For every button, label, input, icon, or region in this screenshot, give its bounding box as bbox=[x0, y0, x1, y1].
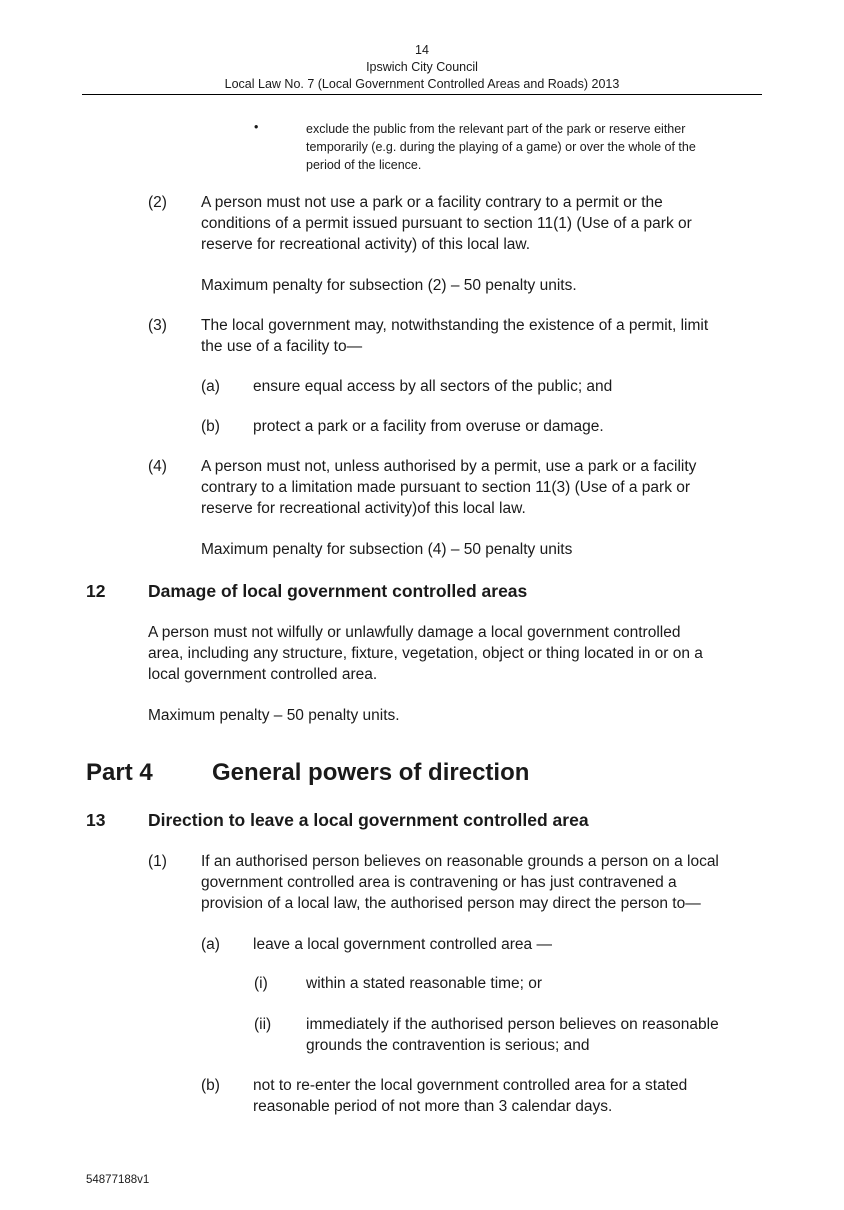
subparagraph-text bbox=[306, 1014, 761, 1056]
bullet-line: temporarily (e.g. during the playing of a game) or over the whole of the bbox=[306, 140, 696, 154]
penalty-text: Maximum penalty for subsection (4) – 50 penalty units bbox=[201, 541, 573, 558]
section-12-text bbox=[148, 622, 758, 685]
text-line: not to re-enter the local government controlled area for a stated bbox=[253, 1077, 688, 1094]
text-line: government controlled area is contravening or has just contravened a bbox=[201, 874, 677, 891]
paragraph-text bbox=[253, 1075, 758, 1117]
law-title: Local Law No. 7 (Local Government Controlled Areas and Roads) 2013 bbox=[224, 77, 620, 91]
text-line: grounds the contravention is serious; and bbox=[306, 1037, 590, 1054]
text-line: contrary to a limitation made pursuant to section 11(3) (Use of a park or bbox=[201, 479, 691, 496]
section-title: Direction to leave a local government controlled area bbox=[148, 810, 589, 830]
paragraph-number: (b) bbox=[201, 1077, 220, 1094]
subparagraph-text: within a stated reasonable time; or bbox=[306, 975, 543, 992]
bullet-text bbox=[306, 120, 756, 174]
subsection-4-text bbox=[201, 456, 761, 519]
council-name: Ipswich City Council bbox=[366, 60, 478, 74]
text-line: the use of a facility to— bbox=[201, 338, 363, 355]
text-line: The local government may, notwithstanding the existence of a permit, limit bbox=[201, 317, 709, 334]
paragraph-number: (a) bbox=[201, 378, 220, 395]
text-line: area, including any structure, fixture, vegetation, object or thing located in or on a bbox=[148, 645, 703, 662]
paragraph-number: (a) bbox=[201, 936, 220, 953]
text-line: A person must not use a park or a facility contrary to a permit or the bbox=[201, 194, 663, 211]
paragraph-text: protect a park or a facility from overuse or damage. bbox=[253, 418, 604, 435]
document-id: 54877188v1 bbox=[86, 1174, 150, 1186]
section-number: 13 bbox=[86, 810, 106, 830]
text-line: reasonable period of not more than 3 calendar days. bbox=[253, 1098, 613, 1115]
subparagraph-number: (i) bbox=[254, 975, 268, 992]
text-line: provision of a local law, the authorised person may direct the person to— bbox=[201, 895, 701, 912]
text-line: local government controlled area. bbox=[148, 666, 378, 683]
text-line: conditions of a permit issued pursuant to section 11(1) (Use of a park or bbox=[201, 215, 692, 232]
subsection-number: (3) bbox=[148, 317, 167, 334]
paragraph-text: leave a local government controlled area — bbox=[253, 936, 552, 953]
subsection-number: (1) bbox=[148, 853, 167, 870]
paragraph-text: ensure equal access by all sectors of the public; and bbox=[253, 378, 613, 395]
subsection-1-text bbox=[201, 851, 761, 914]
part-number: Part 4 bbox=[86, 759, 153, 786]
subsection-2-text bbox=[201, 192, 761, 255]
bullet-line: period of the licence. bbox=[306, 158, 422, 172]
subsection-number: (4) bbox=[148, 458, 167, 475]
text-line: immediately if the authorised person believes on reasonable bbox=[306, 1016, 719, 1033]
text-line: reserve for recreational activity)of this local law. bbox=[201, 500, 526, 517]
penalty-text: Maximum penalty – 50 penalty units. bbox=[148, 707, 400, 724]
text-line: A person must not wilfully or unlawfully damage a local government controlled bbox=[148, 624, 681, 641]
header-rule bbox=[82, 94, 762, 95]
subsection-3-text bbox=[201, 315, 761, 357]
section-title: Damage of local government controlled areas bbox=[148, 581, 528, 601]
bullet-line: exclude the public from the relevant part of the park or reserve either bbox=[306, 122, 686, 136]
text-line: If an authorised person believes on reasonable grounds a person on a local bbox=[201, 853, 719, 870]
bullet-symbol: • bbox=[254, 120, 259, 134]
page-number: 14 bbox=[415, 43, 429, 57]
section-number: 12 bbox=[86, 581, 106, 601]
part-title: General powers of direction bbox=[212, 759, 530, 786]
penalty-text: Maximum penalty for subsection (2) – 50 penalty units. bbox=[201, 277, 577, 294]
paragraph-number: (b) bbox=[201, 418, 220, 435]
page-header bbox=[82, 42, 762, 95]
text-line: A person must not, unless authorised by a permit, use a park or a facility bbox=[201, 458, 697, 475]
subparagraph-number: (ii) bbox=[254, 1016, 272, 1033]
subsection-number: (2) bbox=[148, 194, 167, 211]
text-line: reserve for recreational activity) of this local law. bbox=[201, 236, 531, 253]
